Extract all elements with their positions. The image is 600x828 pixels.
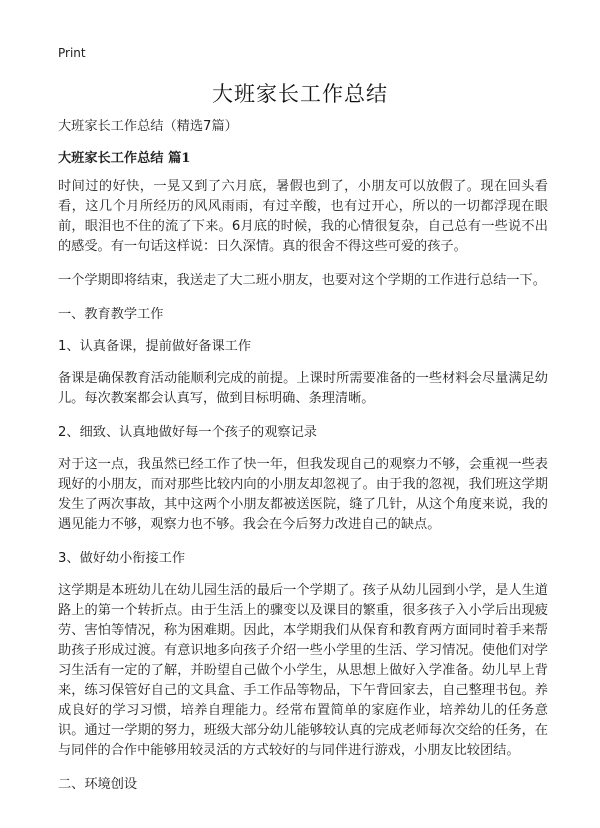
- print-button[interactable]: Print: [58, 46, 86, 60]
- heading-transition: 3、做好幼小衔接工作: [58, 551, 186, 566]
- heading-observation: 2、细致、认真地做好每一个孩子的观察记录: [58, 425, 317, 440]
- document-title: 大班家长工作总结: [212, 82, 388, 106]
- paragraph: 时间过的好快，一晃又到了六月底，暑假也到了，小朋友可以放假了。现在回头看看，这几个月所经历的风风雨雨，有过辛酸，也有过开心，所以的一切都浮现在眼前，眼泪也不住的流了下来。6月底的时候，我的心情很复杂，自己总有一些说不出的感受。有一句话这样说：日久深情。真的很舍不得这些可爱的孩子。: [58, 179, 548, 254]
- heading-environment: 二、环境创设: [58, 777, 138, 792]
- paragraph: 对于这一点，我虽然已经工作了快一年，但我发现自己的观察力不够，会重视一些表现好的小朋友，而对那些比较内向的小朋友却忽视了。由于我的忽视，我们班这学期发生了两次事故，其中这两个小朋友都被送医院，缝了几针，从这个角度来说，我的遇见能力不够，观察力也不够。我会在今后努力改进自己的缺点。: [58, 457, 548, 532]
- section-title: 大班家长工作总结 篇1: [58, 151, 191, 166]
- document-body: [58, 117, 548, 807]
- paragraph: 备课是确保教育活动能顺利完成的前提。上课时所需要准备的一些材料会尽量满足幼儿。每次教案都会认真写，做到目标明确、条理清晰。: [58, 371, 548, 406]
- document-subtitle: 大班家长工作总结（精选7篇）: [58, 119, 238, 134]
- heading-education: 一、教育教学工作: [58, 307, 164, 322]
- heading-lesson-prep: 1、认真备课，提前做好备课工作: [58, 339, 252, 354]
- paragraph: 这学期是本班幼儿在幼儿园生活的最后一个学期了。孩子从幼儿园到小学，是人生道路上的第一个转折点。由于生活上的骤变以及课目的繁重，很多孩子入小学后出现疲劳、害怕等情况，称为困难期。因此，本学期我们从保育和教育两方面同时着手来帮助孩子形成过渡。有意识地多向孩子介绍一些小学里的生活、学习情况。使他们对学习生活有一定的了解，并盼望自己做个小学生，从思想上做好入学准备。幼儿早上背来，练习保管好自己的文具盒、手工作品等物品，下午背回家去，自己整理书包。养成良好的学习习惯，培养自理能力。经常布置简单的家庭作业，培养幼儿的任务意识。通过一学期的努力，班级大部分幼儿能够较认真的完成老师每次交给的任务，在与同伴的合作中能够用较灵活的方式较好的与同伴进行游戏，小朋友比较团结。: [58, 583, 548, 758]
- paragraph: 一个学期即将结束，我送走了大二班小朋友，也要对这个学期的工作进行总结一下。: [58, 273, 546, 288]
